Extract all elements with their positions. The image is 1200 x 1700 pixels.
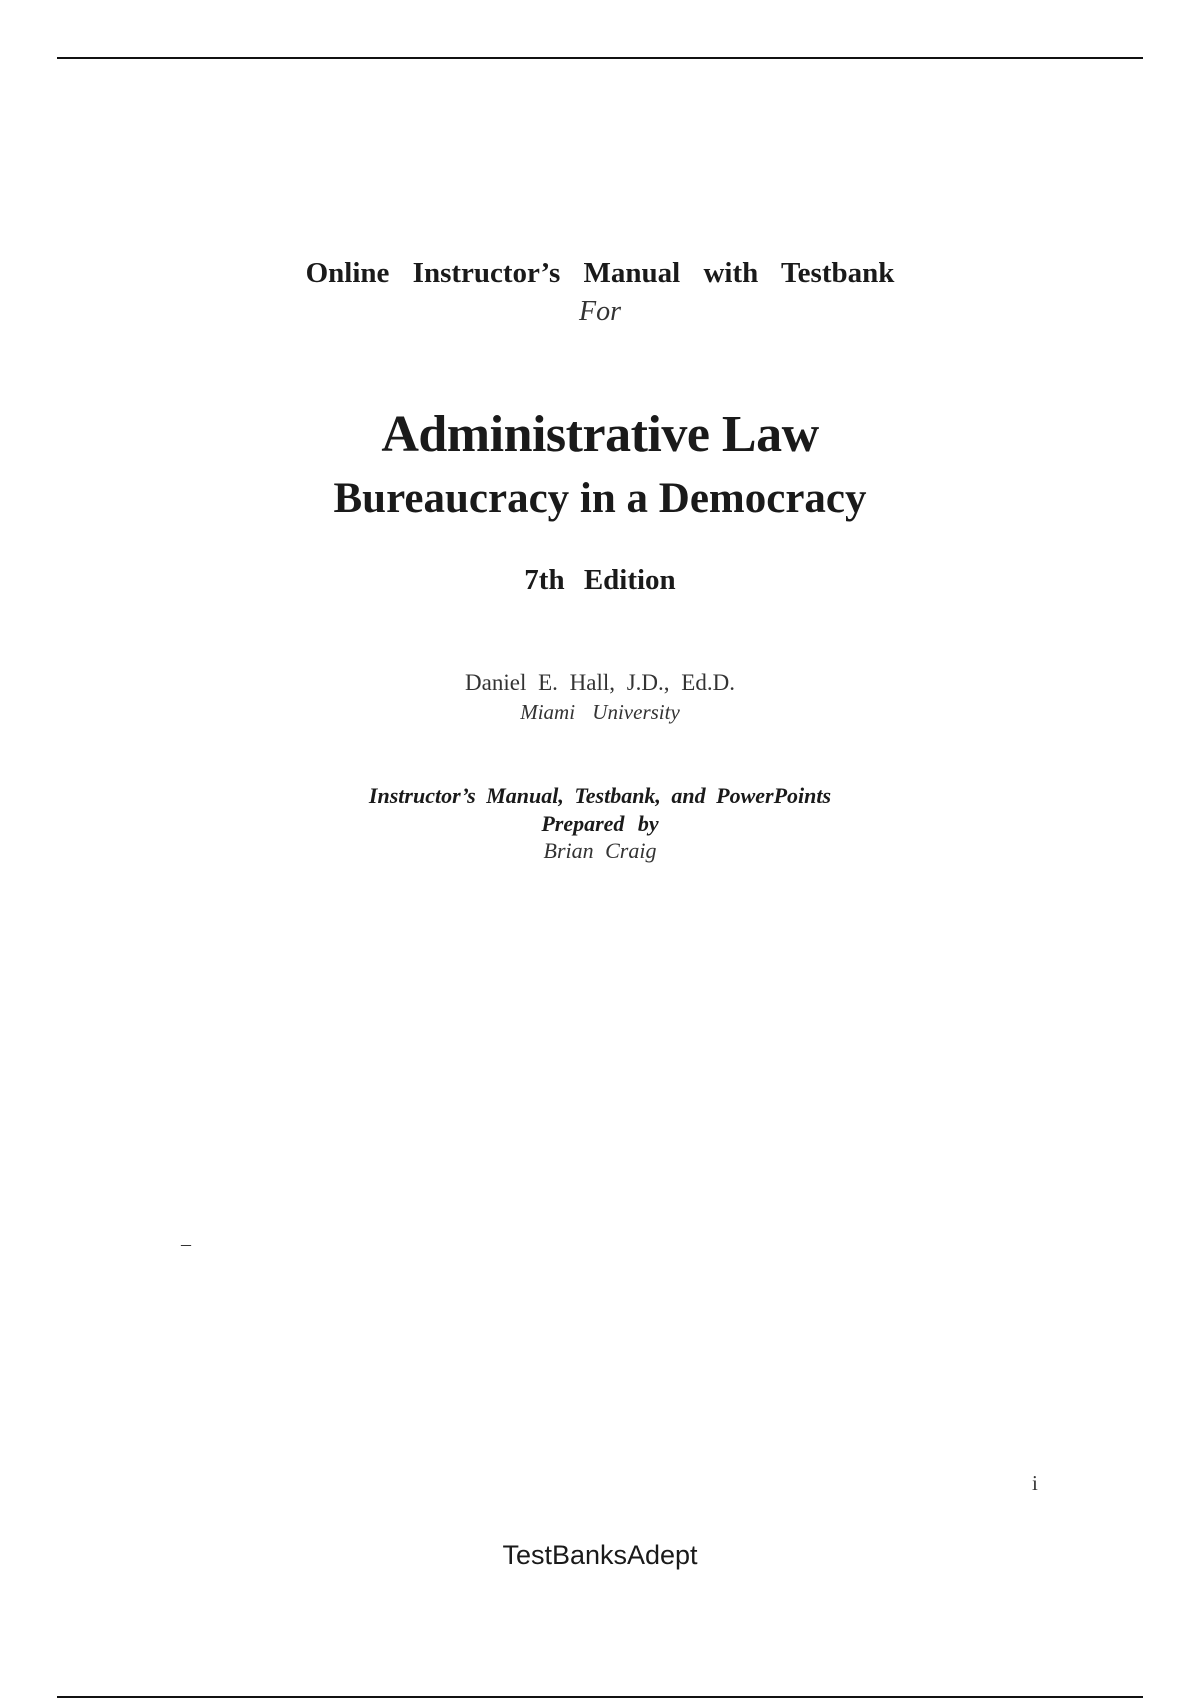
author: Daniel E. Hall, J.D., Ed.D.	[465, 670, 735, 695]
book-title: Administrative Law	[381, 406, 819, 463]
prepared-by: Prepared by	[541, 811, 659, 836]
top-rule	[57, 57, 1143, 59]
page-number: i	[1032, 1471, 1038, 1495]
affiliation: Miami University	[520, 700, 680, 724]
manual-heading: Online Instructor’s Manual with Testbank	[305, 257, 895, 289]
watermark: TestBanksAdept	[502, 1540, 698, 1570]
bottom-rule	[57, 1696, 1143, 1698]
preparer-name: Brian Craig	[543, 838, 657, 863]
edition: 7th Edition	[524, 564, 676, 596]
stray-mark: –	[181, 1233, 191, 1255]
for-line: For	[579, 296, 621, 327]
prepared-description: Instructor’s Manual, Testbank, and PowerPoints	[368, 783, 832, 808]
book-subtitle: Bureaucracy in a Democracy	[333, 475, 867, 522]
